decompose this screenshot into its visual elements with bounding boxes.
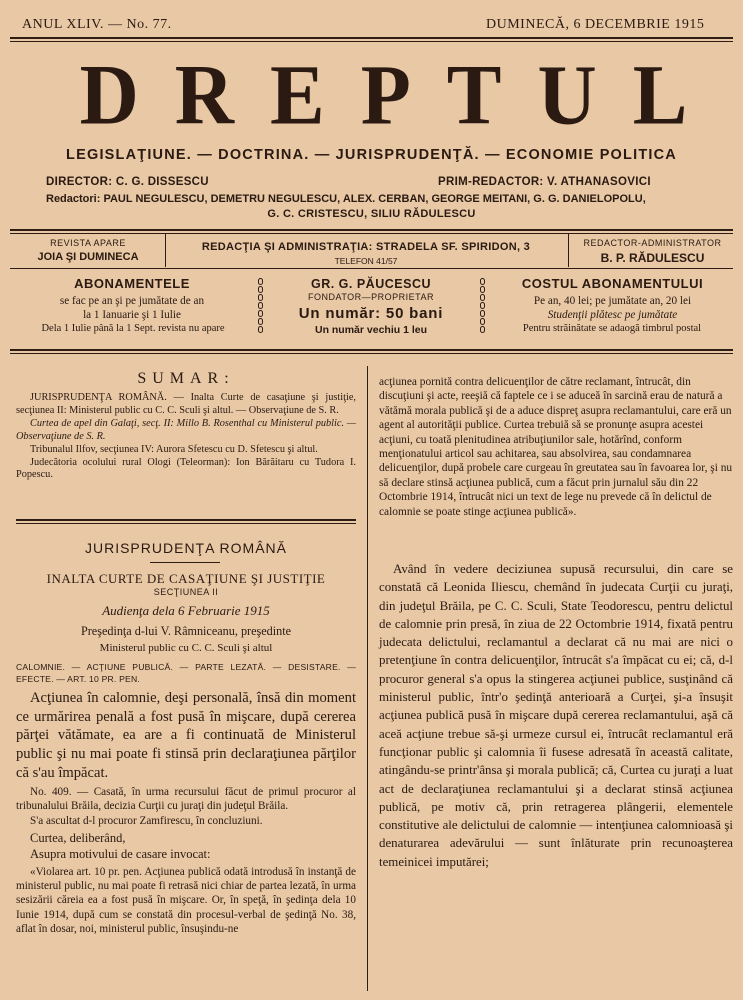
appears-label: REVISTA APARE <box>50 238 126 248</box>
address: REDACŢIA ŞI ADMINISTRAŢIA: STRADELA SF. SPIRIDON, 3 <box>201 241 531 253</box>
article-body-right-top: acţiunea pornită contra delicuenţilor de către reclamant, întrucât, din discuţiuni şi acte, reeşiă că faptele ce i se aduceă în sarcină erau de natură a vătămă morala publică şi de a aduce dispreţ asupra reclamantului, care eră un agent al autorităţii publice. Curtea trebuiă să se pronunţe asupra acestei acţiuni, cu toată plenitudinea atribuţiunilor sale, hotărînd, conform menţionatului articol sau achitarea, sau absolvirea, sau condamnarea delicuenţilor, după probele care curgeau în greutatea sau în favoarea lor, şi nu să declare stinsă acţiunea publică, cum a făcut prin jurnalul său din 22 Octombrie 1914, întrucât nici un text de lege nu prevede că în delictul de calomnie se poate stinge acţiunea publică». <box>379 376 733 518</box>
top-rule-thin <box>10 41 733 42</box>
masthead-subtitle: LEGISLAŢIUNE. — DOCTRINA. — JURISPRUDENŢĂ. — ECONOMIE POLITICA <box>66 147 677 163</box>
director: DIRECTOR: C. G. DISSESCU <box>46 176 209 188</box>
summary-list <box>16 392 356 482</box>
paragraph: S'a ascultat d-l procuror Zamfirescu, în concluziuni. <box>30 814 263 827</box>
founder-name: GR. G. PĂUCESCU <box>310 277 431 291</box>
sub-rule-bottom <box>10 349 733 351</box>
hearing-date: Audienţa dela 6 Februarie 1915 <box>102 603 270 618</box>
paragraph: Curtea, deliberând, <box>30 830 126 845</box>
info-rule-top <box>10 229 733 231</box>
section-heading: JURISPRUDENŢA ROMÂNĂ <box>84 540 288 556</box>
article-body-left <box>16 785 356 936</box>
subscriptions-title: ABONAMENTELE <box>74 276 190 291</box>
subscriptions-line-2: la 1 Ianuarie şi 1 Iulie <box>83 309 181 321</box>
summary-item: JURISPRUDENŢA ROMÂNĂ. — Inalta Curte de casaţiune şi justiţie, secţiunea II: Ministerul public cu C. C. Sculi şi altul. — Observaţiune de S. R. <box>16 392 356 416</box>
keywords: CALOMNIE. — ACŢIUNE PUBLICĂ. — PARTE LEZATĂ. — DESISTARE. — EFECTE. — ART. 10 PR. PEN. <box>16 662 356 684</box>
subscriptions-line-1: se fac pe an şi pe jumătate de an <box>59 295 205 307</box>
admin-label: REDACTOR-ADMINISTRATOR <box>583 238 722 248</box>
top-rule <box>10 37 733 39</box>
cost-line-3: Pentru străinătate se adaogă timbrul postal <box>522 323 702 334</box>
summary-item: Curtea de apel din Galaţi, secţ. II: Millo B. Rosenthal cu Ministerul public. — Observaţiune de S. R. <box>16 417 356 442</box>
paragraph: No. 409. — Casată, în urma recursului făcut de primul procuror al tribunalului Brăila, decizia Curţii cu juraţi din judeţul Brăila. <box>16 786 356 813</box>
cost-line-1: Pe an, 40 lei; pe jumătate an, 20 lei <box>533 295 692 307</box>
founder-role: FONDATOR—PROPRIETAR <box>307 292 434 302</box>
summary-title: SUMAR: <box>137 370 235 387</box>
issue-number: ANUL XLIV. — No. 77. <box>22 17 172 32</box>
prim-redactor: PRIM-REDACTOR: V. ATHANASOVICI <box>438 176 651 188</box>
summary-rule <box>16 519 356 521</box>
headnote: Acţiunea în calomnie, deşi personală, însă din moment ce urmărirea penală a fost pusă în mişcare, după cererea părţei vătămate, ea are a fi continuată de Ministerul public şi nu mai poate fi stinsă prin declaraţiunea părţilor că s'au împăcat. <box>16 690 356 781</box>
info-rule-top-thin <box>10 233 733 234</box>
president: Preşedinţa d-lui V. Râmniceanu, preşedinte <box>80 624 292 638</box>
admin-name: B. P. RĂDULESCU <box>600 251 705 265</box>
cost-line-2: Studenţii plătesc pe jumătate <box>547 309 678 321</box>
section-underline <box>150 562 220 563</box>
column-divider <box>367 366 368 991</box>
phone: TELEFON 41/57 <box>334 256 398 266</box>
cost-title: COSTUL ABONAMENTULUI <box>521 276 704 291</box>
old-price: Un număr vechiu 1 leu <box>314 324 428 336</box>
masthead-title: DREPTUL <box>79 46 724 143</box>
redactori-line-1: Redactori: PAUL NEGULESCU, DEMETRU NEGULESCU, ALEX. CERBAN, GEORGE MEITANI, G. G. DANIELOPOLU, <box>46 193 646 205</box>
court-name: INALTA CURTE DE CASAŢIUNE ŞI JUSTIŢIE <box>46 571 326 586</box>
info-divider-right <box>568 234 569 267</box>
issue-date: DUMINECĂ, 6 DECEMBRIE 1915 <box>486 17 705 32</box>
redactori-line-2: G. C. CRISTESCU, SILIU RĂDULESCU <box>267 208 476 220</box>
chain-divider-left <box>258 278 263 334</box>
subscriptions-line-3: Dela 1 Iulie până la 1 Sept. revista nu apare <box>41 323 225 334</box>
paragraph: «Violarea art. 10 pr. pen. Acţiunea publică odată introdusă în instanţă de ministerul public, nu mai poate fi retrasă nici chiar de partea lezată, în urma sesizării căreia ea a fost pusă în mişcare. Or, în speţă, în şedinţa dela 10 Iunie 1914, după cum se constată din procesul-verbal de şedinţă No. 38, aflat în dosar, noi, ministerul public, însuşindu-ne <box>16 865 356 936</box>
sub-rule-bottom-thin <box>10 353 733 354</box>
summary-item: Judecătoria ocolului rural Ologi (Teleorman): Ion Bărăitaru cu Tudora I. Popescu. <box>16 456 356 481</box>
summary-item: Tribunalul Ilfov, secţiunea IV: Aurora Sfetescu cu D. Sfetescu şi altul. <box>30 443 318 455</box>
article-body-right: Având în vedere deciziunea supusă recursului, din care se constată că Leonida Iliescu, chemând în judecata Curţii cu juraţi, din judeţul Brăila, pe C. C. Sculi, State Teodorescu, pentru delictul de calomnie prin presă, în ziua de 22 Octombrie 1914, fixată pentru judecata delictului, reclamantul a declarat că nu mai are nici o pretenţiune în contra delicuenţilor, întrucât s'a împăcat cu ei; că, d-l procuror general s'a opus la stingerea acţiunei publice, susţinând că ministerul public, într'o şedinţă anterioară a Curţei, şi-a însuşit acţiunea publică pusă în mişcare după cererea reclamantului, aşă că aceă acţiune trebue să-şi urmeze cursul ei, întrucât reclamantul eră funcţionar public şi calomnia îi fusese adresată în această calitate, atingându-se printr'ânsa şi morala publică; că, Curtea cu juraţi a luat act de declaraţiunea reclamantului şi a declarat stinsă acţiunea publică, pe motiv că, prin retragerea plângerii, elementele constitutive ale delictului de calomnie — intenţiunea calomnioasă şi denaturarea adevărului — sunt înlăturate prin recunoaşterea temeinicei imputărei; <box>379 562 733 869</box>
parties: Ministerul public cu C. C. Sculi şi altul <box>99 642 273 654</box>
chain-divider-right <box>480 278 485 334</box>
summary-rule-thin <box>16 523 356 524</box>
court-section: SECŢIUNEA II <box>153 587 219 597</box>
price: Un număr: 50 bani <box>298 305 444 322</box>
sub-rule-top <box>10 268 733 269</box>
paragraph: Asupra motivului de casare invocat: <box>30 846 211 861</box>
appears-days: JOIA ŞI DUMINECA <box>37 251 139 263</box>
